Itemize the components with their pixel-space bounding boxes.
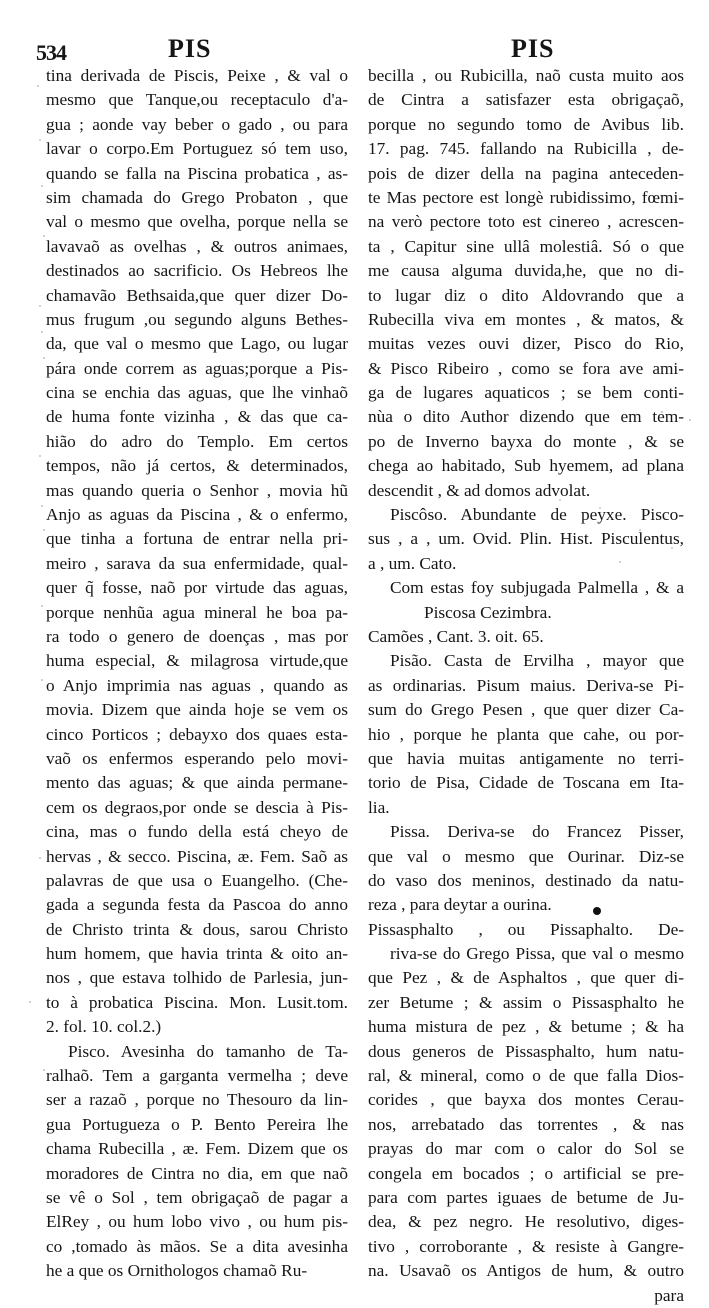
left-column-line: co ,tomado às mãos. Se a dita avesinha bbox=[46, 1236, 348, 1256]
right-column-line: Piscôso. Abundante de peyxe. Pisco- bbox=[390, 505, 684, 525]
left-column-line: mus frugum ,ou segundo alguns Bethes- bbox=[46, 309, 348, 329]
left-column bbox=[46, 64, 348, 1284]
left-column-line: Pisco. Avesinha do tamanho de Ta- bbox=[68, 1041, 348, 1061]
right-column-line: Pissa. Deriva-se do Francez Pisser, bbox=[390, 822, 684, 842]
running-head-right: PIS bbox=[511, 34, 555, 63]
left-column-line: gada a segunda festa da Pascoa do anno bbox=[46, 895, 348, 915]
left-column-line: cem os degraos,por onde se descia à Pis- bbox=[46, 797, 348, 817]
right-column-line: porque no segundo tomo de Avibus lib. bbox=[368, 114, 684, 134]
right-column-line: que Pez , & de Asphaltos , que quer di- bbox=[368, 968, 684, 988]
left-column-line: quando se falla na Piscina probatica , as- bbox=[46, 163, 348, 183]
right-column-line: riva-se do Grego Pissa, que val o mesmo bbox=[390, 944, 684, 964]
left-column-line: porque nenhũa agua mineral he boa pa- bbox=[46, 602, 348, 622]
right-column-line: 17. pag. 745. fallando na Rubicilla , de- bbox=[368, 139, 684, 159]
left-column-line: mas quando queria o Senhor , movia hũ bbox=[46, 480, 348, 500]
right-column-line: & Pisco Ribeiro , como se fora ave ami- bbox=[368, 358, 684, 378]
right-column-line: muitas vezes ouvi dizer, Pisco do Rio, bbox=[368, 334, 684, 354]
right-column-line: nùa o dito Author dizendo que em tem- bbox=[368, 407, 684, 427]
right-column-line: Camões , Cant. 3. oit. 65. bbox=[368, 626, 544, 646]
right-column-line: Rubecilla viva em montes , & matos, & bbox=[368, 309, 684, 329]
right-column-line: lia. bbox=[368, 797, 390, 817]
left-column-line: val o mesmo que ovelha, porque nella se bbox=[46, 212, 348, 232]
right-column-line: para com partes iguaes de betume de Ju- bbox=[368, 1187, 684, 1207]
right-column-line: sum do Grego Pesen , que quer dizer Ca- bbox=[368, 700, 684, 720]
right-column-line: huma mistura de pez , & betume ; & ha bbox=[368, 1017, 684, 1037]
left-column-line: ralhaõ. Tem a garganta vermelha ; deve bbox=[46, 1066, 348, 1086]
left-column-line: mesmo que Tanque,ou receptaculo d'a- bbox=[46, 90, 348, 110]
left-column-line: he a que os Ornithologos chamaõ Ru- bbox=[46, 1261, 308, 1281]
right-column-line: to lugar diz o dito Aldovrando que a bbox=[368, 285, 684, 305]
left-column-line: sim chamada do Grego Probaton , que bbox=[46, 187, 348, 207]
left-column-line: pára onde correm as aguas;porque a Pis- bbox=[46, 358, 348, 378]
right-column-line: corides , que bayxa dos montes Cerau- bbox=[368, 1090, 684, 1110]
left-column-line: tempos, não já certos, & determinados, bbox=[46, 456, 348, 476]
right-column-line: becilla , ou Rubicilla, naõ custa muito aos bbox=[368, 66, 684, 85]
left-column-line: 2. fol. 10. col.2.) bbox=[46, 1017, 162, 1037]
right-column-line: ga de lugares aquaticos ; se bem conti- bbox=[368, 383, 684, 403]
right-column-line: congela em bocados ; o artificial se pre- bbox=[368, 1163, 684, 1183]
left-column-line: ser a razaõ , porque no Thesouro da lin- bbox=[46, 1090, 348, 1110]
left-column-line: o Anjo imprimia nas aguas , quando as bbox=[46, 675, 348, 695]
left-column-line: de Christo trinta & dous, sarou Christo bbox=[46, 919, 348, 939]
right-column-line: chega ao habitado, Sub hyemem, ad plana bbox=[368, 456, 684, 476]
left-column-line: se vê o Sol , tem obrigaçaõ de pagar a bbox=[46, 1187, 348, 1207]
right-column-line: dea, & pez negro. He resolutivo, diges- bbox=[368, 1212, 684, 1232]
right-column-line: sus , a , um. Ovid. Plin. Hist. Pisculentus, bbox=[368, 529, 684, 549]
left-column-line: hum homem, que havia trinta & oito an- bbox=[46, 944, 348, 964]
right-column-line: ral, & mineral, como o de que falla Dios- bbox=[368, 1066, 684, 1086]
right-column-line: hio , porque he planta que cahe, ou por- bbox=[368, 724, 684, 744]
right-column-line: zer Betume ; & assim o Pissasphalto he bbox=[368, 992, 684, 1012]
left-column-line: destinados ao sacrificio. Os Hebreos lhe bbox=[46, 261, 348, 281]
right-column-line: dous generos de Pissasphalto, hum natu- bbox=[368, 1041, 684, 1061]
left-column-line: to à probatica Piscina. Mon. Lusit.tom. bbox=[46, 992, 348, 1012]
right-column-line: ta , Capitur sine ullâ molestiâ. Só o que bbox=[368, 236, 684, 256]
left-column-line: vaõ os enfermos esperando pelo movi- bbox=[46, 748, 348, 768]
right-column-line: descendit , & ad domos advolat. bbox=[368, 480, 591, 500]
left-column-line: huma especial, & milagrosa virtude,que bbox=[46, 651, 348, 671]
left-column-line: lavar o corpo.Em Portuguez só tem uso, bbox=[46, 139, 348, 159]
left-column-line: cina se enchia das aguas, que lhe vinhaõ bbox=[46, 383, 348, 403]
right-column-line: nos, arrebatado das torrentes , & nas bbox=[368, 1114, 684, 1134]
left-column-line: chamavão Bethsaida,que quer dizer Do- bbox=[46, 285, 348, 305]
right-column-line: que havia muitas antigamente no terri- bbox=[368, 748, 684, 768]
right-column-line: me causa alguma duvida,he, que no di- bbox=[368, 261, 684, 281]
left-column-line: quer q̃ fosse, naõ por virtude das aguas, bbox=[46, 578, 348, 598]
left-column-line: cinco Porticos ; debayxo dos quaes esta- bbox=[46, 724, 348, 744]
right-column-line: a , um. Cato. bbox=[368, 553, 457, 573]
right-column-line: para bbox=[654, 1285, 684, 1305]
left-column-line: lavavaõ as ovelhas , & outros animaes, bbox=[46, 236, 348, 256]
right-column-line: prayas do mar com o calor do Sol se bbox=[368, 1139, 684, 1159]
left-column-line: moradores de Cintra no dia, em que naõ bbox=[46, 1163, 348, 1183]
right-column-line: te Mas pectore est longè rubidissimo, fœmi- bbox=[368, 187, 684, 207]
running-head-left: PIS bbox=[168, 34, 212, 63]
right-column-line: Pisão. Casta de Ervilha , mayor que bbox=[390, 651, 684, 671]
left-column-line: mento das aguas; & que ainda permane- bbox=[46, 773, 348, 793]
left-column-line: ElRey , ou hum lobo vivo , ou hum pis- bbox=[46, 1212, 348, 1232]
right-column-line: po de Inverno bayxa do monte , & se bbox=[368, 431, 684, 451]
page-number: 534 bbox=[36, 40, 66, 65]
left-column-line: da, que val o mesmo que Lago, ou lugar bbox=[46, 334, 348, 354]
left-column-line: cina, mas o fundo della está cheyo de bbox=[46, 822, 348, 842]
left-column-line: de huma fonte vizinha , & das que ca- bbox=[46, 407, 348, 427]
left-column-line: movia. Dizem que ainda hoje se vem os bbox=[46, 700, 348, 720]
right-column-line: que val o mesmo que Ourinar. Diz-se bbox=[368, 846, 684, 866]
left-column-line: gua Portugueza o P. Bento Pereira lhe bbox=[46, 1114, 348, 1134]
right-column-line: na verò pectore toto est cinereo , acrescen- bbox=[368, 212, 684, 232]
left-column-line: gua ; aonde vay beber o gado , ou para bbox=[46, 114, 348, 134]
right-column-line: torio de Pisa, Cidade de Toscana em Ita- bbox=[368, 773, 684, 793]
left-column-line: meiro , sarava da sua enfermidade, qual- bbox=[46, 553, 348, 573]
left-column-line: chama Rubecilla , æ. Fem. Dizem que os bbox=[46, 1139, 348, 1159]
left-column-line: tina derivada de Piscis, Peixe , & val o bbox=[46, 66, 348, 85]
left-column-line: ra todo o genero de doenças , mas por bbox=[46, 626, 348, 646]
left-column-line: nos , que estava tolhido de Parlesia, jun- bbox=[46, 968, 348, 988]
right-column-line: Com estas foy subjugada Palmella , & a bbox=[390, 578, 684, 598]
right-column bbox=[368, 64, 684, 1308]
right-column-line: as ordinarias. Pisum maius. Deriva-se Pi- bbox=[368, 675, 684, 695]
right-column-line: de Cintra a satisfazer esta obrigaçaõ, bbox=[368, 90, 684, 110]
left-column-line: que tinha a fortuna de entrar nella pri- bbox=[46, 529, 348, 549]
left-column-line: Anjo as aguas da Piscina , & o enfermo, bbox=[46, 505, 348, 525]
left-column-line: palavras de que usa o Euangelho. (Che- bbox=[46, 870, 348, 890]
right-column-line: Pissasphalto , ou Pissaphalto. De- bbox=[368, 919, 684, 939]
right-column-line: tivo , corroborante , & resiste à Gangre- bbox=[368, 1236, 684, 1256]
right-column-line: reza , para deytar a ourina. bbox=[368, 895, 552, 915]
left-column-line: hião do adro do Templo. Em certos bbox=[46, 431, 348, 451]
right-column-line: pois de dizer della na pagina anteceden- bbox=[368, 163, 684, 183]
right-column-line: do vaso dos meninos, destinado da natu- bbox=[368, 870, 684, 890]
right-column-line: na. Usavaõ os Antigos de hum, & outro bbox=[368, 1261, 684, 1281]
left-column-line: hervas , & secco. Piscina, æ. Fem. Saõ as bbox=[46, 846, 348, 866]
right-column-line: Piscosa Cezimbra. bbox=[424, 602, 552, 622]
